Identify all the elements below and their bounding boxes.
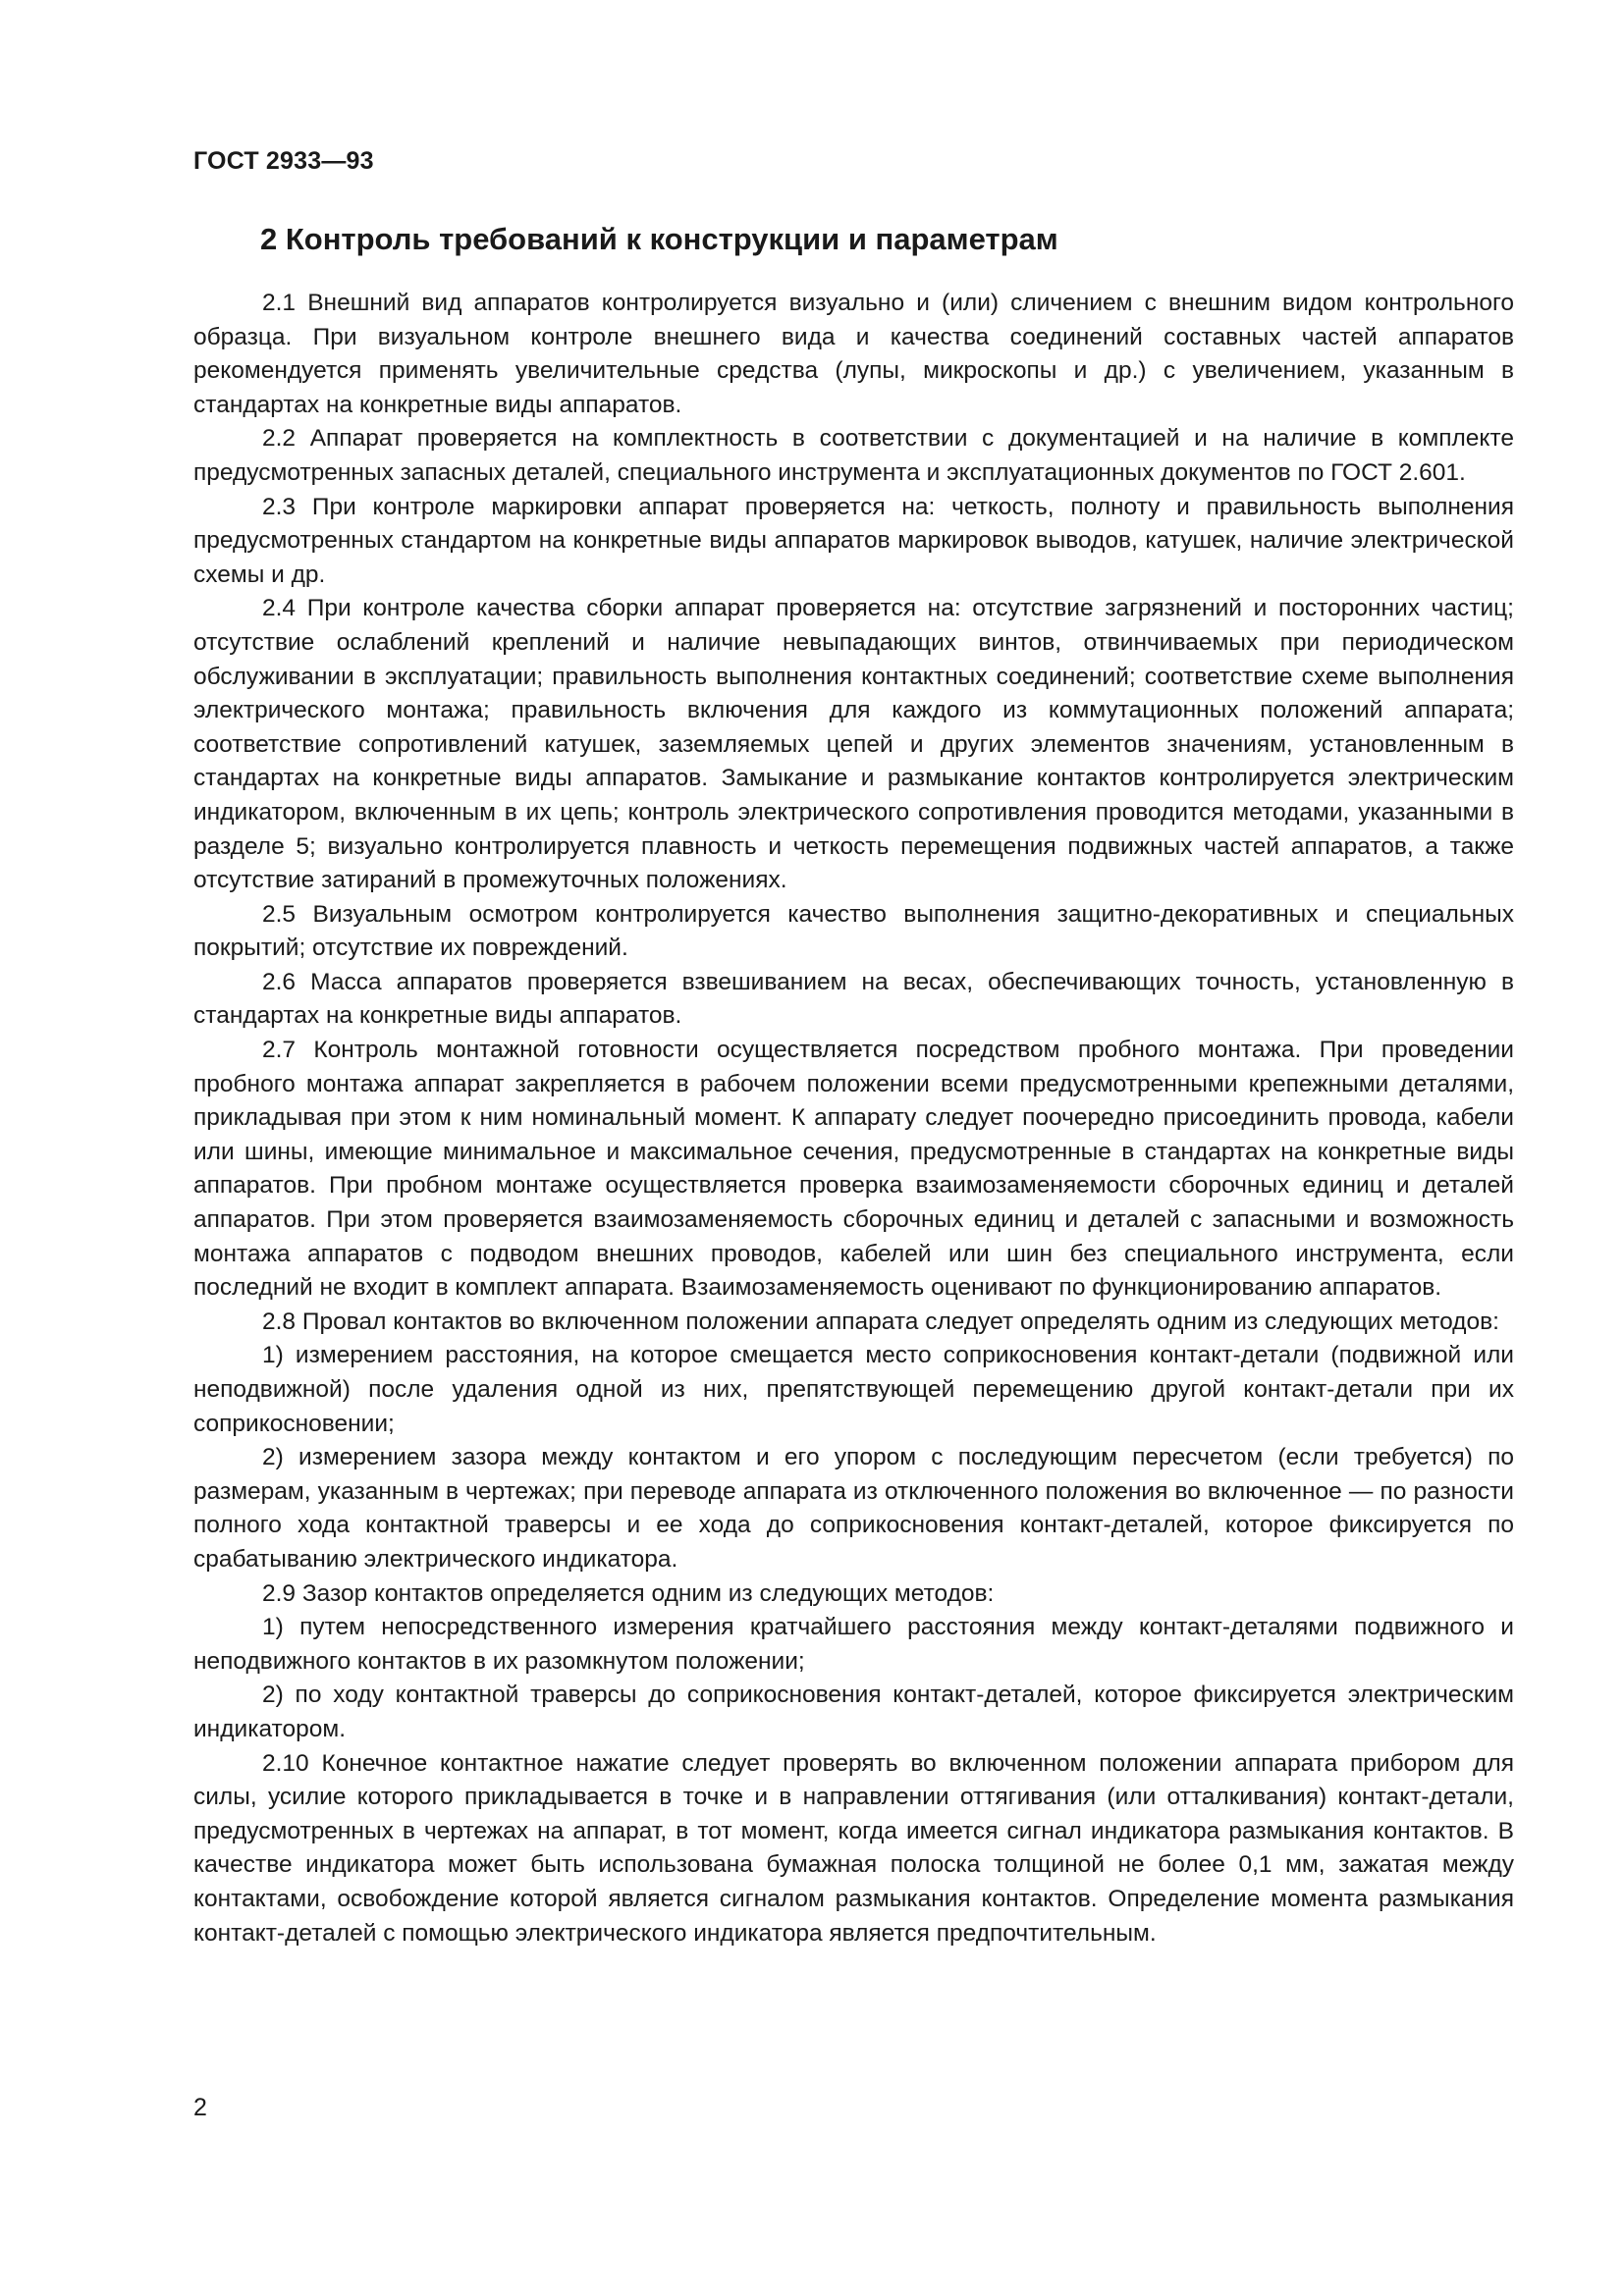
paragraph-2-9: 2.9 Зазор контактов определяется одним из следующих методов:	[262, 1579, 995, 1607]
paragraph-2-7: 2.7 Контроль монтажной готовности осуществляется посредством пробного монтажа. При проведении пробного монтажа аппарат закрепляется в рабочем положении всеми предусмотренными крепежными деталями, прикладывая при этом к ним номинальный момент. К аппарату следует поочередно присоединить провода, кабели или шины, имеющие минимальное и максимальное сечения, предусмотренные в стандартах на конкретные виды аппаратов. При пробном монтаже осуществляется проверка взаимозаменяемости сборочных единиц и деталей аппаратов. При этом проверяется взаимозаменяемость сборочных единиц и деталей с запасными и возможность монтажа аппаратов с подводом внешних проводов, кабелей или шин без специального инструмента, если последний не входит в комплект аппарата. Взаимозаменяемость оценивают по функционированию аппаратов.	[193, 1037, 1514, 1302]
paragraph-2-9-item-2: 2) по ходу контактной траверсы до соприкосновения контакт-деталей, которое фиксируется электрическим индикатором.	[193, 1682, 1514, 1742]
document-header-code: ГОСТ 2933—93	[193, 147, 374, 175]
paragraph-2-10: 2.10 Конечное контактное нажатие следует проверять во включенном положении аппарата прибором для силы, усилие которого прикладывается в точке и в направлении оттягивания (или отталкивания) контакт-детали, предусмотренных в чертежах на аппарат, в тот момент, когда имеется сигнал индикатора размыкания контактов. В качестве индикатора может быть использована бумажная полоска толщиной не более 0,1 мм, зажатая между контактами, освобождение которой является сигналом размыкания контактов. Определение момента размыкания контакт-деталей с помощью электрического индикатора является предпочтительным.	[193, 1749, 1514, 1947]
paragraph-2-1: 2.1 Внешний вид аппаратов контролируется визуально и (или) сличением с внешним видом контрольного образца. При визуальном контроле внешнего вида и качества соединений составных частей аппаратов рекомендуется применять увеличительные средства (лупы, микроскопы и др.) с увеличением, указанным в стандартах на конкретные виды аппаратов.	[193, 290, 1514, 418]
paragraph-2-9-item-1: 1) путем непосредственного измерения кратчайшего расстояния между контакт-деталями подвижного и неподвижного контактов в их разомкнутом положении;	[193, 1614, 1514, 1675]
paragraph-2-5: 2.5 Визуальным осмотром контролируется качество выполнения защитно-декоративных и специальных покрытий; отсутствие их повреждений.	[193, 900, 1514, 962]
section-title: 2 Контроль требований к конструкции и параметрам	[260, 222, 1058, 256]
paragraph-2-8-item-1: 1) измерением расстояния, на которое смещается место соприкосновения контакт-детали (подвижной или неподвижной) после удаления одной из них, препятствующей перемещению другой контакт-детали при их соприкосновении;	[193, 1342, 1514, 1437]
paragraph-2-8: 2.8 Провал контактов во включенном положении аппарата следует определять одним из следующих методов:	[262, 1308, 1499, 1335]
paragraph-2-3: 2.3 При контроле маркировки аппарат проверяется на: четкость, полноту и правильность выполнения предусмотренных стандартом на конкретные виды аппаратов маркировок выводов, катушек, наличие электрической схемы и др.	[193, 493, 1514, 588]
paragraph-2-4: 2.4 При контроле качества сборки аппарат проверяется на: отсутствие загрязнений и посторонних частиц; отсутствие ослаблений креплений и наличие невыпадающих винтов, отвинчиваемых при периодическом обслуживании в эксплуатации; правильность выполнения контактных соединений; соответствие схеме выполнения электрического монтажа; правильность включения для каждого из коммутационных положений аппарата; соответствие сопротивлений катушек, заземляемых цепей и других элементов значениям, установленным в стандартах на конкретные виды аппаратов. Замыкание и размыкание контактов контролируется электрическим индикатором, включенным в их цепь; контроль электрического сопротивления проводится методами, указанными в разделе 5; визуально контролируется плавность и четкость перемещения подвижных частей аппаратов, а также отсутствие затираний в промежуточных положениях.	[193, 595, 1514, 894]
section-body	[193, 287, 1514, 1950]
paragraph-2-8-item-2: 2) измерением зазора между контактом и его упором с последующим пересчетом (если требуется) по размерам, указанным в чертежах; при переводе аппарата из отключенного положения во включенное — по разности полного хода контактной траверсы и ее хода до соприкосновения контакт-деталей, которое фиксируется по срабатыванию электрического индикатора.	[193, 1444, 1514, 1573]
page-number: 2	[193, 2094, 207, 2121]
paragraph-2-6: 2.6 Масса аппаратов проверяется взвешиванием на весах, обеспечивающих точность, установленную в стандартах на конкретные виды аппаратов.	[193, 968, 1514, 1030]
paragraph-2-2: 2.2 Аппарат проверяется на комплектность в соответствии с документацией и на наличие в комплекте предусмотренных запасных деталей, специального инструмента и эксплуатационных документов по ГОСТ 2.601.	[193, 425, 1514, 486]
